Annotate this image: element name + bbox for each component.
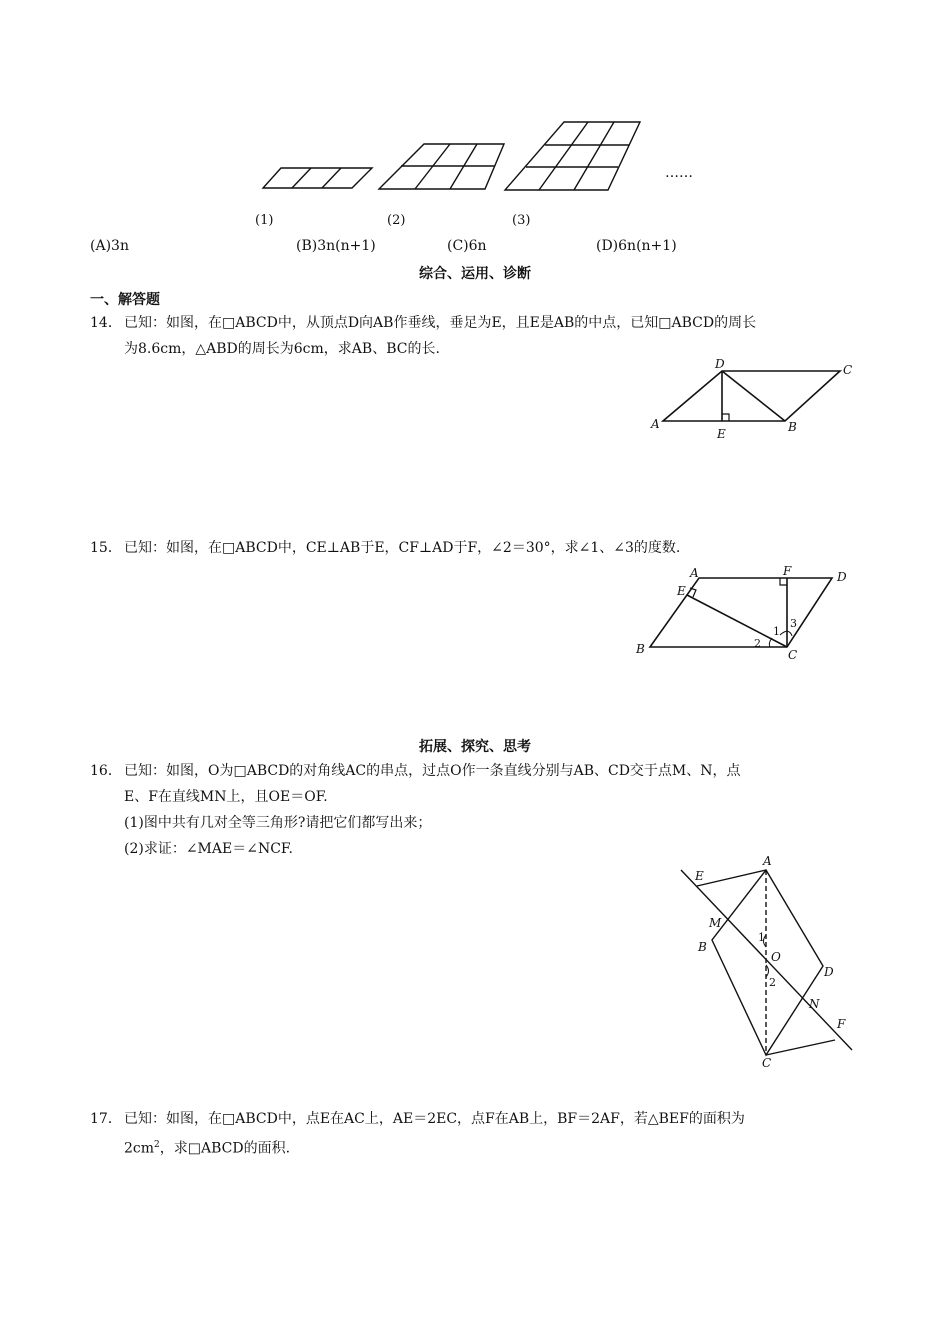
pattern-figures xyxy=(255,115,715,200)
label-f: F xyxy=(783,565,792,578)
label-c: C xyxy=(788,648,798,660)
diagram-14 xyxy=(645,358,865,443)
question-14-number: 14． xyxy=(90,315,122,331)
figure-label-1: (1) xyxy=(255,213,274,228)
section-heading-1: 综合、运用、诊断 xyxy=(419,266,531,282)
label-d: D xyxy=(715,358,725,371)
label-b: B xyxy=(698,940,707,954)
question-16 xyxy=(90,758,870,862)
label-e: E xyxy=(695,869,704,883)
label-d: D xyxy=(837,570,847,584)
label-e: E xyxy=(717,427,726,441)
option-d: (D)6n(n+1) xyxy=(596,238,677,254)
figure-label-2: (2) xyxy=(387,213,406,228)
question-17-line2 xyxy=(90,1132,870,1162)
section-title-1: 一、解答题 xyxy=(90,292,160,308)
question-16-line2: E、F在直线MN上，且OE＝OF. xyxy=(124,789,328,805)
diagram-15 xyxy=(632,565,862,660)
label-a: A xyxy=(651,417,660,431)
label-c: C xyxy=(762,1056,772,1068)
question-16-number: 16． xyxy=(90,763,122,779)
label-e: E xyxy=(677,584,686,598)
pattern-figure-2 xyxy=(379,144,504,189)
label-c: C xyxy=(843,363,853,377)
question-15 xyxy=(90,535,870,561)
option-a: (A)3n xyxy=(90,238,129,254)
label-n: N xyxy=(809,997,820,1011)
question-17-unit: 2cm xyxy=(124,1140,155,1157)
question-17-number: 17． xyxy=(90,1111,122,1127)
figure-label-3: (3) xyxy=(512,213,531,228)
question-17 xyxy=(90,1106,870,1162)
label-a: A xyxy=(690,566,699,580)
label-angle-2: 2 xyxy=(769,976,776,989)
question-15-number: 15． xyxy=(90,540,122,556)
label-b: B xyxy=(636,642,645,656)
question-14 xyxy=(90,310,870,362)
pattern-figure-3 xyxy=(505,122,640,190)
label-angle-2: 2 xyxy=(754,637,761,650)
question-17-line1: 已知：如图，在□ABCD中，点E在AC上，AE＝2EC，点F在AB上，BF＝2AF，若△BEF的面积为 xyxy=(124,1111,745,1127)
question-16-line3: (1)图中共有几对全等三角形?请把它们都写出来； xyxy=(124,815,432,831)
question-16-line1: 已知：如图，O为□ABCD的对角线AC的串点，过点O作一条直线分别与AB、CD交于点M、N，点 xyxy=(124,763,741,779)
section-heading-2: 拓展、探究、思考 xyxy=(419,739,531,755)
label-f: F xyxy=(837,1017,846,1031)
option-b: (B)3n(n+1) xyxy=(296,238,376,254)
option-c: (C)6n xyxy=(447,238,487,254)
label-a: A xyxy=(763,854,772,868)
question-14-line1: 已知：如图，在□ABCD中，从顶点D向AB作垂线，垂足为E，且E是AB的中点，已知□ABCD的周长 xyxy=(124,315,757,331)
question-14-line2: 为8.6cm，△ABD的周长为6cm，求AB、BC的长. xyxy=(124,341,440,357)
ellipsis: …… xyxy=(665,165,693,181)
label-angle-3: 3 xyxy=(790,617,797,630)
question-17-unit-sup: 2 xyxy=(154,1140,160,1150)
label-angle-1: 1 xyxy=(758,931,765,944)
label-m: M xyxy=(709,916,722,930)
question-15-line1: 已知：如图，在□ABCD中，CE⊥AB于E，CF⊥AD于F，∠2＝30°，求∠1、∠3的度数. xyxy=(124,540,681,556)
question-17-line2-rest: ，求□ABCD的面积. xyxy=(159,1140,291,1157)
label-d: D xyxy=(824,965,834,979)
pattern-figure-1 xyxy=(263,168,372,188)
question-16-line4: (2)求证：∠MAE＝∠NCF. xyxy=(124,841,293,857)
diagram-16 xyxy=(675,853,860,1068)
label-b: B xyxy=(788,420,797,434)
label-o: O xyxy=(771,950,781,964)
label-angle-1: 1 xyxy=(773,625,780,638)
